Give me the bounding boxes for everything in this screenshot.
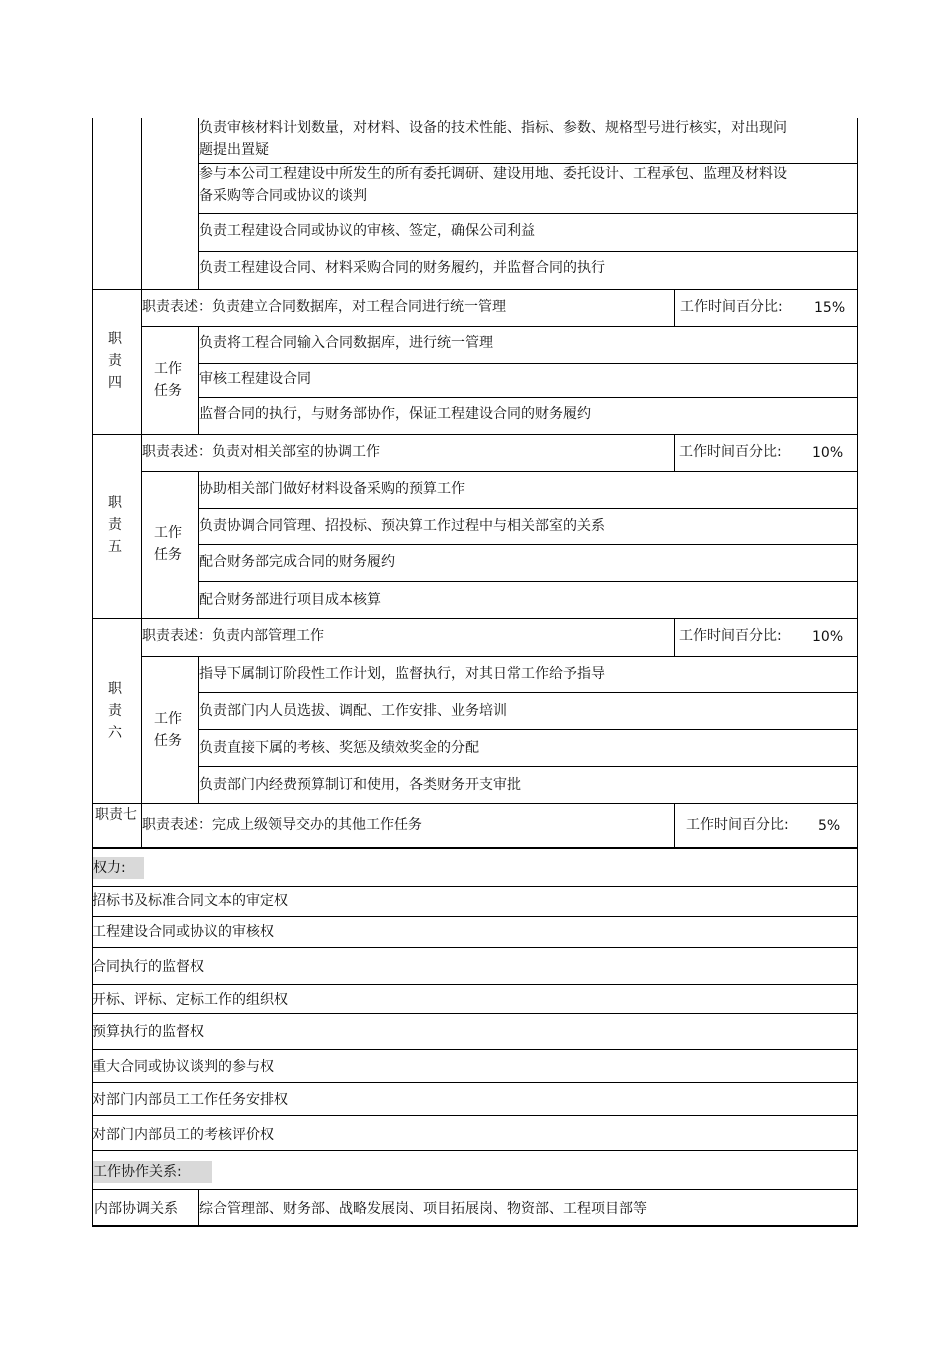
duty4-task-3: 监督合同的执行，与财务部协作，保证工程建设合同的财务履约: [199, 406, 591, 422]
section-divider: [92, 847, 857, 849]
row-divider: [141, 656, 857, 657]
duty3-task-2: 参与本公司工程建设中所发生的所有委托调研、建设用地、委托设计、工程承包、监理及材料设备采购等合同或协议的谈判: [199, 166, 787, 204]
duty6-time-label: 工作时间百分比:: [679, 628, 782, 644]
duty7-time-label: 工作时间百分比:: [686, 817, 789, 833]
duty6-task-3: 负责直接下属的考核、奖惩及绩效奖金的分配: [199, 740, 479, 756]
row-divider: [92, 886, 857, 887]
duty5-description: 职责表述：负责对相关部室的协调工作: [142, 444, 380, 460]
row-divider: [92, 1013, 857, 1014]
power-item: 合同执行的监督权: [92, 959, 204, 975]
column-divider: [674, 289, 675, 326]
row-divider: [198, 397, 857, 398]
row-divider: [198, 692, 857, 693]
duty3-task-4: 负责工程建设合同、材料采购合同的财务履约，并监督合同的执行: [199, 260, 605, 276]
powers-heading: 权力:: [93, 860, 126, 876]
row-divider: [198, 213, 857, 214]
duty4-task-1: 负责将工程合同输入合同数据库，进行统一管理: [199, 335, 493, 351]
duty6-description: 职责表述：负责内部管理工作: [142, 628, 324, 644]
duty7-title: 职责七: [95, 807, 137, 823]
row-divider: [198, 766, 857, 767]
duty5-task-1: 协助相关部门做好材料设备采购的预算工作: [199, 481, 465, 497]
row-divider: [92, 618, 857, 619]
row-divider: [141, 326, 857, 327]
duty4-description: 职责表述：负责建立合同数据库，对工程合同进行统一管理: [142, 299, 506, 315]
row-divider: [92, 984, 857, 985]
duty5-task-4: 配合财务部进行项目成本核算: [199, 592, 381, 608]
duty6-percent: 10%: [812, 629, 844, 645]
row-divider: [198, 729, 857, 730]
column-divider: [674, 618, 675, 656]
row-divider: [92, 1189, 857, 1190]
duty5-percent: 10%: [812, 445, 844, 461]
power-item: 对部门内部员工工作任务安排权: [92, 1092, 288, 1108]
duty5-task-2: 负责协调合同管理、招投标、预决算工作过程中与相关部室的关系: [199, 518, 605, 534]
power-item: 重大合同或协议谈判的参与权: [92, 1059, 274, 1075]
row-divider: [92, 1115, 857, 1116]
duty6-task-4: 负责部门内经费预算制订和使用，各类财务开支审批: [199, 777, 521, 793]
table-right-border: [857, 118, 858, 1226]
power-item: 对部门内部员工的考核评价权: [92, 1127, 274, 1143]
duty6-task-label: 工作任务: [154, 711, 182, 749]
duty4-title: 职责四: [108, 331, 122, 391]
duty6-title: 职责六: [108, 681, 122, 741]
duty7-percent: 5%: [818, 818, 841, 834]
row-divider: [92, 289, 857, 290]
column-divider: [674, 434, 675, 471]
table-bottom-border: [92, 1225, 858, 1227]
row-divider: [198, 363, 857, 364]
duty7-description: 职责表述：完成上级领导交办的其他工作任务: [142, 817, 422, 833]
duty5-task-3: 配合财务部完成合同的财务履约: [199, 554, 395, 570]
power-item: 工程建设合同或协议的审核权: [92, 924, 274, 940]
duty5-title: 职责五: [108, 495, 122, 555]
duty4-task-2: 审核工程建设合同: [199, 371, 311, 387]
duty5-task-label: 工作任务: [154, 525, 182, 563]
row-divider: [92, 916, 857, 917]
row-divider: [198, 544, 857, 545]
row-divider: [92, 434, 857, 435]
column-divider: [674, 803, 675, 848]
duty3-task-3: 负责工程建设合同或协议的审核、签定，确保公司利益: [199, 223, 535, 239]
duty6-task-1: 指导下属制订阶段性工作计划，监督执行，对其日常工作给予指导: [199, 666, 605, 682]
row-divider: [92, 1150, 857, 1151]
duty5-time-label: 工作时间百分比:: [679, 444, 782, 460]
row-divider: [198, 508, 857, 509]
row-divider: [141, 471, 857, 472]
row-divider: [92, 803, 857, 804]
internal-relations-value: 综合管理部、财务部、战略发展岗、项目拓展岗、物资部、工程项目部等: [199, 1201, 647, 1217]
duty6-task-2: 负责部门内人员选拔、调配、工作安排、业务培训: [199, 703, 507, 719]
power-item: 开标、评标、定标工作的组织权: [92, 992, 288, 1008]
row-divider: [92, 947, 857, 948]
power-item: 预算执行的监督权: [92, 1024, 204, 1040]
duty4-percent: 15%: [814, 300, 846, 316]
column-divider: [141, 118, 142, 848]
relations-heading: 工作协作关系:: [93, 1164, 182, 1180]
power-item: 招标书及标准合同文本的审定权: [92, 893, 288, 909]
duty4-time-label: 工作时间百分比:: [680, 299, 783, 315]
duty3-task-1: 负责审核材料计划数量，对材料、设备的技术性能、指标、参数、规格型号进行核实，对出现问题提出置疑: [199, 120, 787, 158]
row-divider: [198, 251, 857, 252]
row-divider: [92, 1082, 857, 1083]
row-divider: [198, 581, 857, 582]
row-divider: [92, 1049, 857, 1050]
duty4-task-label: 工作任务: [154, 361, 182, 399]
internal-relations-label: 内部协调关系: [94, 1201, 178, 1217]
